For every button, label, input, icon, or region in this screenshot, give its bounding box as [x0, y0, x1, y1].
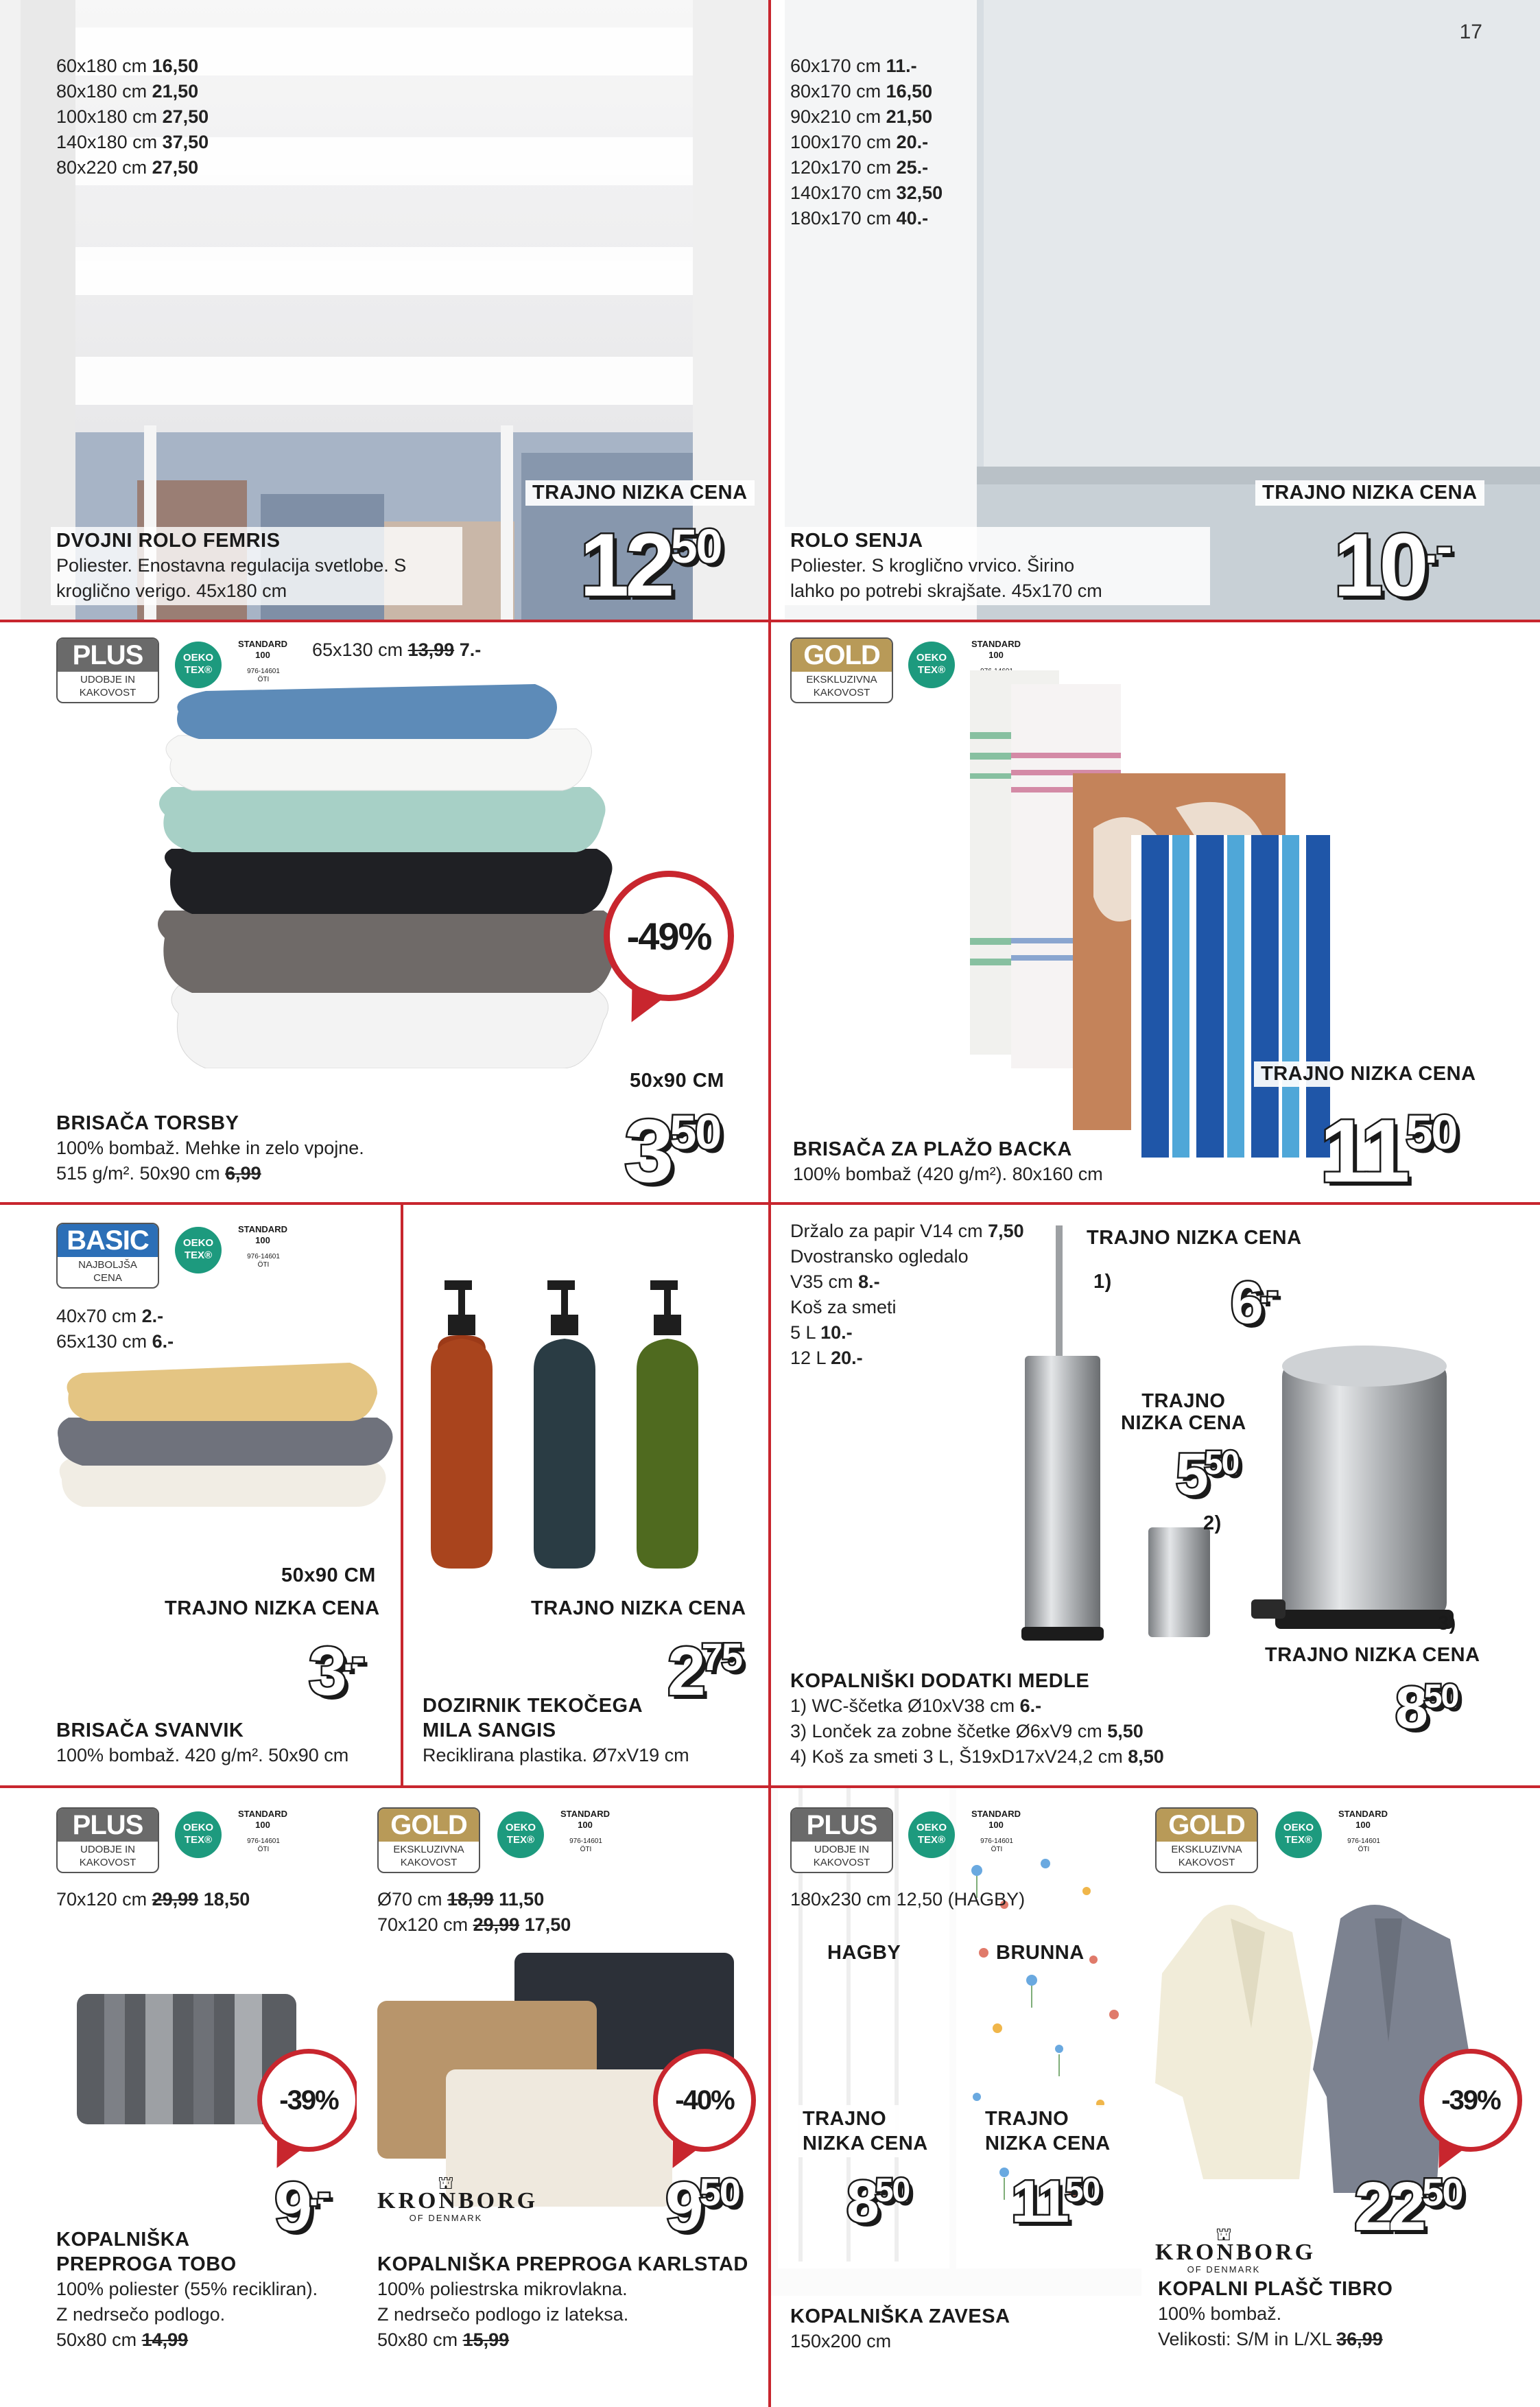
- kronborg-logo: ⛫ KRONBORG OF DENMARK: [377, 2172, 538, 2223]
- femris-info: [51, 527, 462, 605]
- product-desc: lahko po potrebi skrajšate. 45x170 cm: [790, 580, 1102, 601]
- plus-badge: PLUS UDOBJE IN KAKOVOST: [790, 1807, 893, 1873]
- discount-badge: -49%: [604, 871, 734, 1001]
- product-desc: 4) Koš za smeti 3 L, Š19xD17xV24,2 cm 8,50: [790, 1746, 1164, 1767]
- product-name: KOPALNIŠKA ZAVESA: [790, 2305, 1010, 2327]
- oeko-tex-label: OEKO TEX® STANDARD 100 976-14601 ÖTI: [1275, 1809, 1406, 1864]
- item-marker: 3): [1438, 1612, 1456, 1634]
- tobo-size: 70x120 cm 29,99 18,50: [56, 1889, 250, 1910]
- zavesa-tnc-label-2: TRAJNO NIZKA CENA: [981, 2105, 1115, 2157]
- zavesa-info: [790, 2304, 1010, 2354]
- gold-badge: GOLD EKSKLUZIVNA KAKOVOST: [1155, 1807, 1258, 1873]
- torsby-panel: [0, 622, 768, 1202]
- product-name: BRISAČA SVANVIK: [56, 1719, 244, 1741]
- product-desc: 100% bombaž. 420 g/m². 50x90 cm: [56, 1745, 349, 1765]
- variant-label-brunna: BRUNNA: [996, 1942, 1085, 1964]
- product-name: KOPALNIŠKA: [56, 2229, 190, 2251]
- oeko-tex-label: OEKO TEX® STANDARD 100: [908, 639, 1039, 694]
- product-name: DOZIRNIK TEKOČEGA: [423, 1695, 643, 1717]
- size-row: 100x170 cm 20.-: [790, 132, 929, 152]
- kronborg-logo: ⛫ KRONBORG OF DENMARK: [1155, 2224, 1316, 2275]
- sangis-tnc-label: TRAJNO NIZKA CENA: [531, 1597, 746, 1619]
- svanvik-size-label: 50x90 CM: [281, 1564, 376, 1586]
- medle-tnc-label-1: TRAJNO NIZKA CENA: [1087, 1227, 1302, 1249]
- tobo-price: 9.-: [274, 2168, 329, 2245]
- info-row: V35 cm 8.-: [790, 1271, 880, 1292]
- size-row: 140x170 cm 32,50: [790, 183, 943, 203]
- product-desc: 100% bombaž (420 g/m²). 80x160 cm: [793, 1164, 1103, 1184]
- product-desc: kroglično verigo. 45x180 cm: [56, 580, 287, 601]
- product-desc: 100% bombaž. Mehke in zelo vpojne.: [56, 1138, 364, 1158]
- zavesa-size-line: 180x230 cm 12,50 (HAGBY): [790, 1889, 1026, 1910]
- svanvik-size-list: [56, 1304, 174, 1354]
- product-desc: 50x80 cm 15,99: [377, 2329, 510, 2350]
- zavesa-price-hagby: 850: [846, 2169, 910, 2235]
- medle-info: [790, 1669, 1164, 1770]
- size-row: 140x180 cm 37,50: [56, 132, 209, 152]
- femris-panel: [0, 0, 770, 620]
- zavesa-panel: [771, 1788, 1141, 2407]
- tibro-panel: [1141, 1788, 1540, 2407]
- item-marker: 1): [1093, 1271, 1112, 1293]
- product-name: DVOJNI ROLO FEMRIS: [56, 530, 281, 552]
- product-desc: 100% poliestrska mikrovlakna.: [377, 2279, 628, 2299]
- backa-info: [790, 1136, 1106, 1188]
- backa-tnc-label: TRAJNO NIZKA CENA: [1254, 1061, 1483, 1087]
- svanvik-panel: [0, 1205, 401, 1785]
- oeko-tex-label: OEKO TEX® STANDARD 100 976-14601 ÖTI: [175, 1224, 305, 1279]
- femris-size-list: [56, 54, 209, 180]
- oeko-tex-label: OEKO TEX® STANDARD 100 976-14601 ÖTI: [175, 1809, 305, 1864]
- femris-price: 1250: [580, 515, 722, 615]
- item-marker: 2): [1203, 1512, 1222, 1534]
- product-desc: 50x80 cm 14,99: [56, 2329, 189, 2350]
- senja-tnc-label: TRAJNO NIZKA CENA: [1255, 480, 1484, 506]
- product-desc: 515 g/m². 50x90 cm 6,99: [56, 1163, 261, 1184]
- size-row: 60x170 cm 11.-: [790, 56, 917, 76]
- basic-badge: BASIC NAJBOLJŠA CENA: [56, 1223, 159, 1289]
- product-desc: Velikosti: S/M in L/XL 36,99: [1158, 2329, 1383, 2349]
- backa-panel: [771, 622, 1540, 1202]
- sangis-panel: [403, 1205, 768, 1785]
- oeko-tex-label: OEKO TEX® STANDARD 100 976-14601 ÖTI: [908, 1809, 1039, 1864]
- discount-badge: -39%: [1419, 2049, 1522, 2152]
- size-row: 80x170 cm 16,50: [790, 81, 933, 102]
- info-row: Koš za smeti: [790, 1297, 897, 1317]
- zavesa-tnc-label-1: TRAJNO NIZKA CENA: [798, 2105, 932, 2157]
- size-row: 80x180 cm 21,50: [56, 81, 199, 102]
- size-row: 80x220 cm 27,50: [56, 157, 199, 178]
- towel-stack-photo: [55, 1356, 398, 1507]
- sangis-info: [423, 1693, 689, 1768]
- svanvik-price: 3.-: [309, 1633, 364, 1710]
- tobo-panel: [0, 1788, 357, 2407]
- tobo-info: [56, 2227, 318, 2353]
- beach-towels-photo: [956, 650, 1340, 1171]
- product-desc: 100% bombaž.: [1158, 2303, 1282, 2324]
- medle-panel: [771, 1205, 1540, 1785]
- product-desc: Poliester. Enostavna regulacija svetlobe. S: [56, 555, 407, 576]
- page-number: 17: [1459, 21, 1482, 43]
- size-row: 120x170 cm 25.-: [790, 157, 929, 178]
- size-row: 70x120 cm 29,99 17,50: [377, 1914, 571, 1935]
- product-desc: 100% poliester (55% recikliran).: [56, 2279, 318, 2299]
- product-name: ROLO SENJA: [790, 530, 923, 552]
- medle-price-1: 6.-: [1231, 1270, 1277, 1336]
- medle-tnc-label-3: TRAJNO NIZKA CENA: [1265, 1644, 1480, 1666]
- karlstad-size-list: [377, 1887, 571, 1938]
- gold-badge: GOLD EKSKLUZIVNA KAKOVOST: [377, 1807, 480, 1873]
- oeko-tex-label: OEKO TEX® STANDARD 100 976-14601 ÖTI: [497, 1809, 628, 1864]
- product-name: MILA SANGIS: [423, 1719, 556, 1741]
- product-desc: Z nedrsečo podlogo.: [56, 2304, 226, 2325]
- size-row: 65x130 cm 6.-: [56, 1331, 174, 1352]
- size-row: Ø70 cm 18,99 11,50: [377, 1889, 545, 1910]
- info-row: Dvostransko ogledalo: [790, 1246, 969, 1267]
- discount-badge: -39%: [257, 2049, 357, 2152]
- variant-label-hagby: HAGBY: [827, 1942, 901, 1964]
- info-row: 12 L 20.-: [790, 1348, 863, 1368]
- info-row: Držalo za papir V14 cm 7,50: [790, 1221, 1024, 1241]
- medle-price-2: 550: [1176, 1442, 1239, 1507]
- senja-size-list: [790, 54, 943, 231]
- discount-badge: -40%: [653, 2049, 756, 2152]
- size-row: 180x170 cm 40.-: [790, 208, 929, 228]
- zavesa-price-brunna: 1150: [1011, 2169, 1100, 2235]
- medle-price-3: 850: [1395, 1675, 1458, 1741]
- size-row: 40x70 cm 2.-: [56, 1306, 164, 1326]
- senja-panel: [771, 0, 1540, 620]
- product-desc: Poliester. S kroglično vrvico. Širino: [790, 555, 1075, 576]
- size-row: 100x180 cm 27,50: [56, 106, 209, 127]
- product-name: KOPALNI PLAŠČ TIBRO: [1158, 2278, 1393, 2300]
- torsby-info: [56, 1111, 364, 1186]
- karlstad-info: [377, 2252, 748, 2353]
- size-row: 90x210 cm 21,50: [790, 106, 933, 127]
- svanvik-info: [56, 1718, 348, 1768]
- product-desc: Z nedrsečo podlogo iz lateksa.: [377, 2304, 629, 2325]
- femris-tnc-label: TRAJNO NIZKA CENA: [525, 480, 755, 506]
- torsby-size-label: 50x90 CM: [630, 1070, 724, 1092]
- size-row: 60x180 cm 16,50: [56, 56, 199, 76]
- plus-badge: PLUS UDOBJE IN KAKOVOST: [56, 637, 159, 703]
- product-desc: 1) WC-ščetka Ø10xV38 cm 6.-: [790, 1695, 1042, 1716]
- plus-badge: PLUS UDOBJE IN KAKOVOST: [56, 1807, 159, 1873]
- senja-info: [785, 527, 1210, 605]
- sangis-price: 275: [667, 1633, 742, 1710]
- svanvik-tnc-label: TRAJNO NIZKA CENA: [165, 1597, 380, 1619]
- product-name: BRISAČA TORSBY: [56, 1112, 239, 1134]
- karlstad-panel: [357, 1788, 768, 2407]
- product-name: KOPALNIŠKI DODATKI MEDLE: [790, 1670, 1090, 1692]
- soap-dispensers-photo: [417, 1273, 760, 1575]
- towel-stack-photo: [151, 684, 631, 1068]
- tibro-info: [1158, 2277, 1393, 2352]
- product-name: PREPROGA TOBO: [56, 2253, 237, 2275]
- product-desc: 3) Lonček za zobne ščetke Ø6xV9 cm 5,50: [790, 1721, 1144, 1741]
- product-name: BRISAČA ZA PLAŽO BACKA: [793, 1138, 1072, 1160]
- product-desc: Reciklirana plastika. Ø7xV19 cm: [423, 1745, 689, 1765]
- tibro-price: 2250: [1354, 2168, 1462, 2245]
- info-row: 5 L 10.-: [790, 1322, 853, 1343]
- backa-price: 1150: [1320, 1101, 1457, 1201]
- senja-price: 10.-: [1334, 515, 1452, 615]
- medle-tnc-label-2: TRAJNO NIZKA CENA: [1121, 1390, 1246, 1434]
- gold-badge: GOLD EKSKLUZIVNA KAKOVOST: [790, 637, 893, 703]
- karlstad-price: 950: [665, 2168, 739, 2245]
- torsby-extra-size: 65x130 cm 13,99 7.-: [312, 639, 482, 660]
- oeko-tex-label: OEKO TEX® STANDARD 100 976-14601 ÖTI: [175, 639, 305, 694]
- torsby-price: 350: [624, 1101, 721, 1201]
- product-desc: 150x200 cm: [790, 2331, 892, 2351]
- product-name: KOPALNIŠKA PREPROGA KARLSTAD: [377, 2253, 748, 2275]
